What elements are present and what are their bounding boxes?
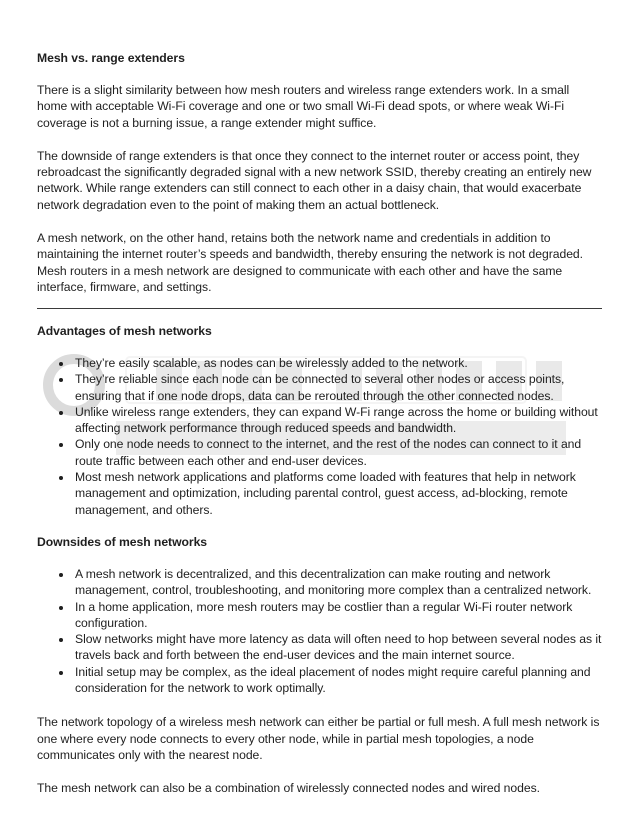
horizontal-divider bbox=[37, 308, 602, 309]
section-heading: Mesh vs. range extenders bbox=[37, 51, 185, 65]
section-mesh-vs-extenders bbox=[37, 50, 602, 312]
paragraph: The network topology of a wireless mesh network can either be partial or full mesh. A full mesh network is one where every node connects to every other node, while in partial mesh topologies, a node communicates only with the nearest node. bbox=[37, 715, 600, 762]
list-item: • They’re easily scalable, as nodes can be wirelessly added to the network. bbox=[73, 355, 607, 371]
paragraph: A mesh network, on the other hand, retains both the network name and credentials in addition to maintaining the internet router’s speeds and bandwidth, thereby ensuring the network is not degraded. Mesh routers in a mesh network are designed to communicate with each other and have the same interface, firmware, and settings. bbox=[37, 231, 584, 294]
list-item: • Initial setup may be complex, as the ideal placement of nodes might require careful planning and consideration for the network to work optimally. bbox=[73, 664, 607, 697]
paragraph: The downside of range extenders is that once they connect to the internet router or access point, they rebroadcast the significantly degraded signal with a new network SSID, thereby creating an entirely new network. While range extenders can still connect to each other in a daisy chain, that would exacerbate network degradation even to the point of making them an actual bottleneck. bbox=[37, 148, 592, 212]
list-item: • Most mesh network applications and platforms come loaded with features that help in network management and optimization, including parental control, guest access, ad-blocking, remote management, and others. bbox=[73, 469, 607, 518]
list-item: • In a home application, more mesh routers may be costlier than a regular Wi-Fi router network configuration. bbox=[73, 599, 607, 632]
list-item: • They’re reliable since each node can be connected to several other nodes or access points, ensuring that if one node drops, data can be rerouted through the other connected nodes. bbox=[73, 371, 607, 404]
section-advantages-downsides bbox=[37, 323, 607, 814]
section-heading: Downsides of mesh networks bbox=[37, 534, 208, 549]
paragraph: The mesh network can also be a combination of wirelessly connected nodes and wired nodes. bbox=[37, 781, 540, 796]
section-heading: Advantages of mesh networks bbox=[37, 324, 212, 338]
advantages-list bbox=[37, 355, 607, 518]
list-item: • Unlike wireless range extenders, they can expand W-Fi range across the home or building without affecting network performance through reduced speeds and bandwidth. bbox=[73, 404, 607, 437]
list-item: • Only one node needs to connect to the internet, and the rest of the nodes can connect to it and route traffic between each other and end-user devices. bbox=[73, 436, 607, 469]
list-item: • Slow networks might have more latency as data will often need to hop between several nodes as it travels back and forth between the end-user devices and the main internet source. bbox=[73, 631, 607, 664]
paragraph: There is a slight similarity between how mesh routers and wireless range extenders work. In a small home with acceptable Wi-Fi coverage and one or two small Wi-Fi dead spots, or where weak Wi-Fi coverage is not a burning issue, a range extender might suffice. bbox=[37, 83, 570, 130]
downsides-list bbox=[37, 566, 607, 696]
list-item: • A mesh network is decentralized, and this decentralization can make routing and network management, control, troubleshooting, and monitoring more complex than a centralized network. bbox=[73, 566, 607, 599]
